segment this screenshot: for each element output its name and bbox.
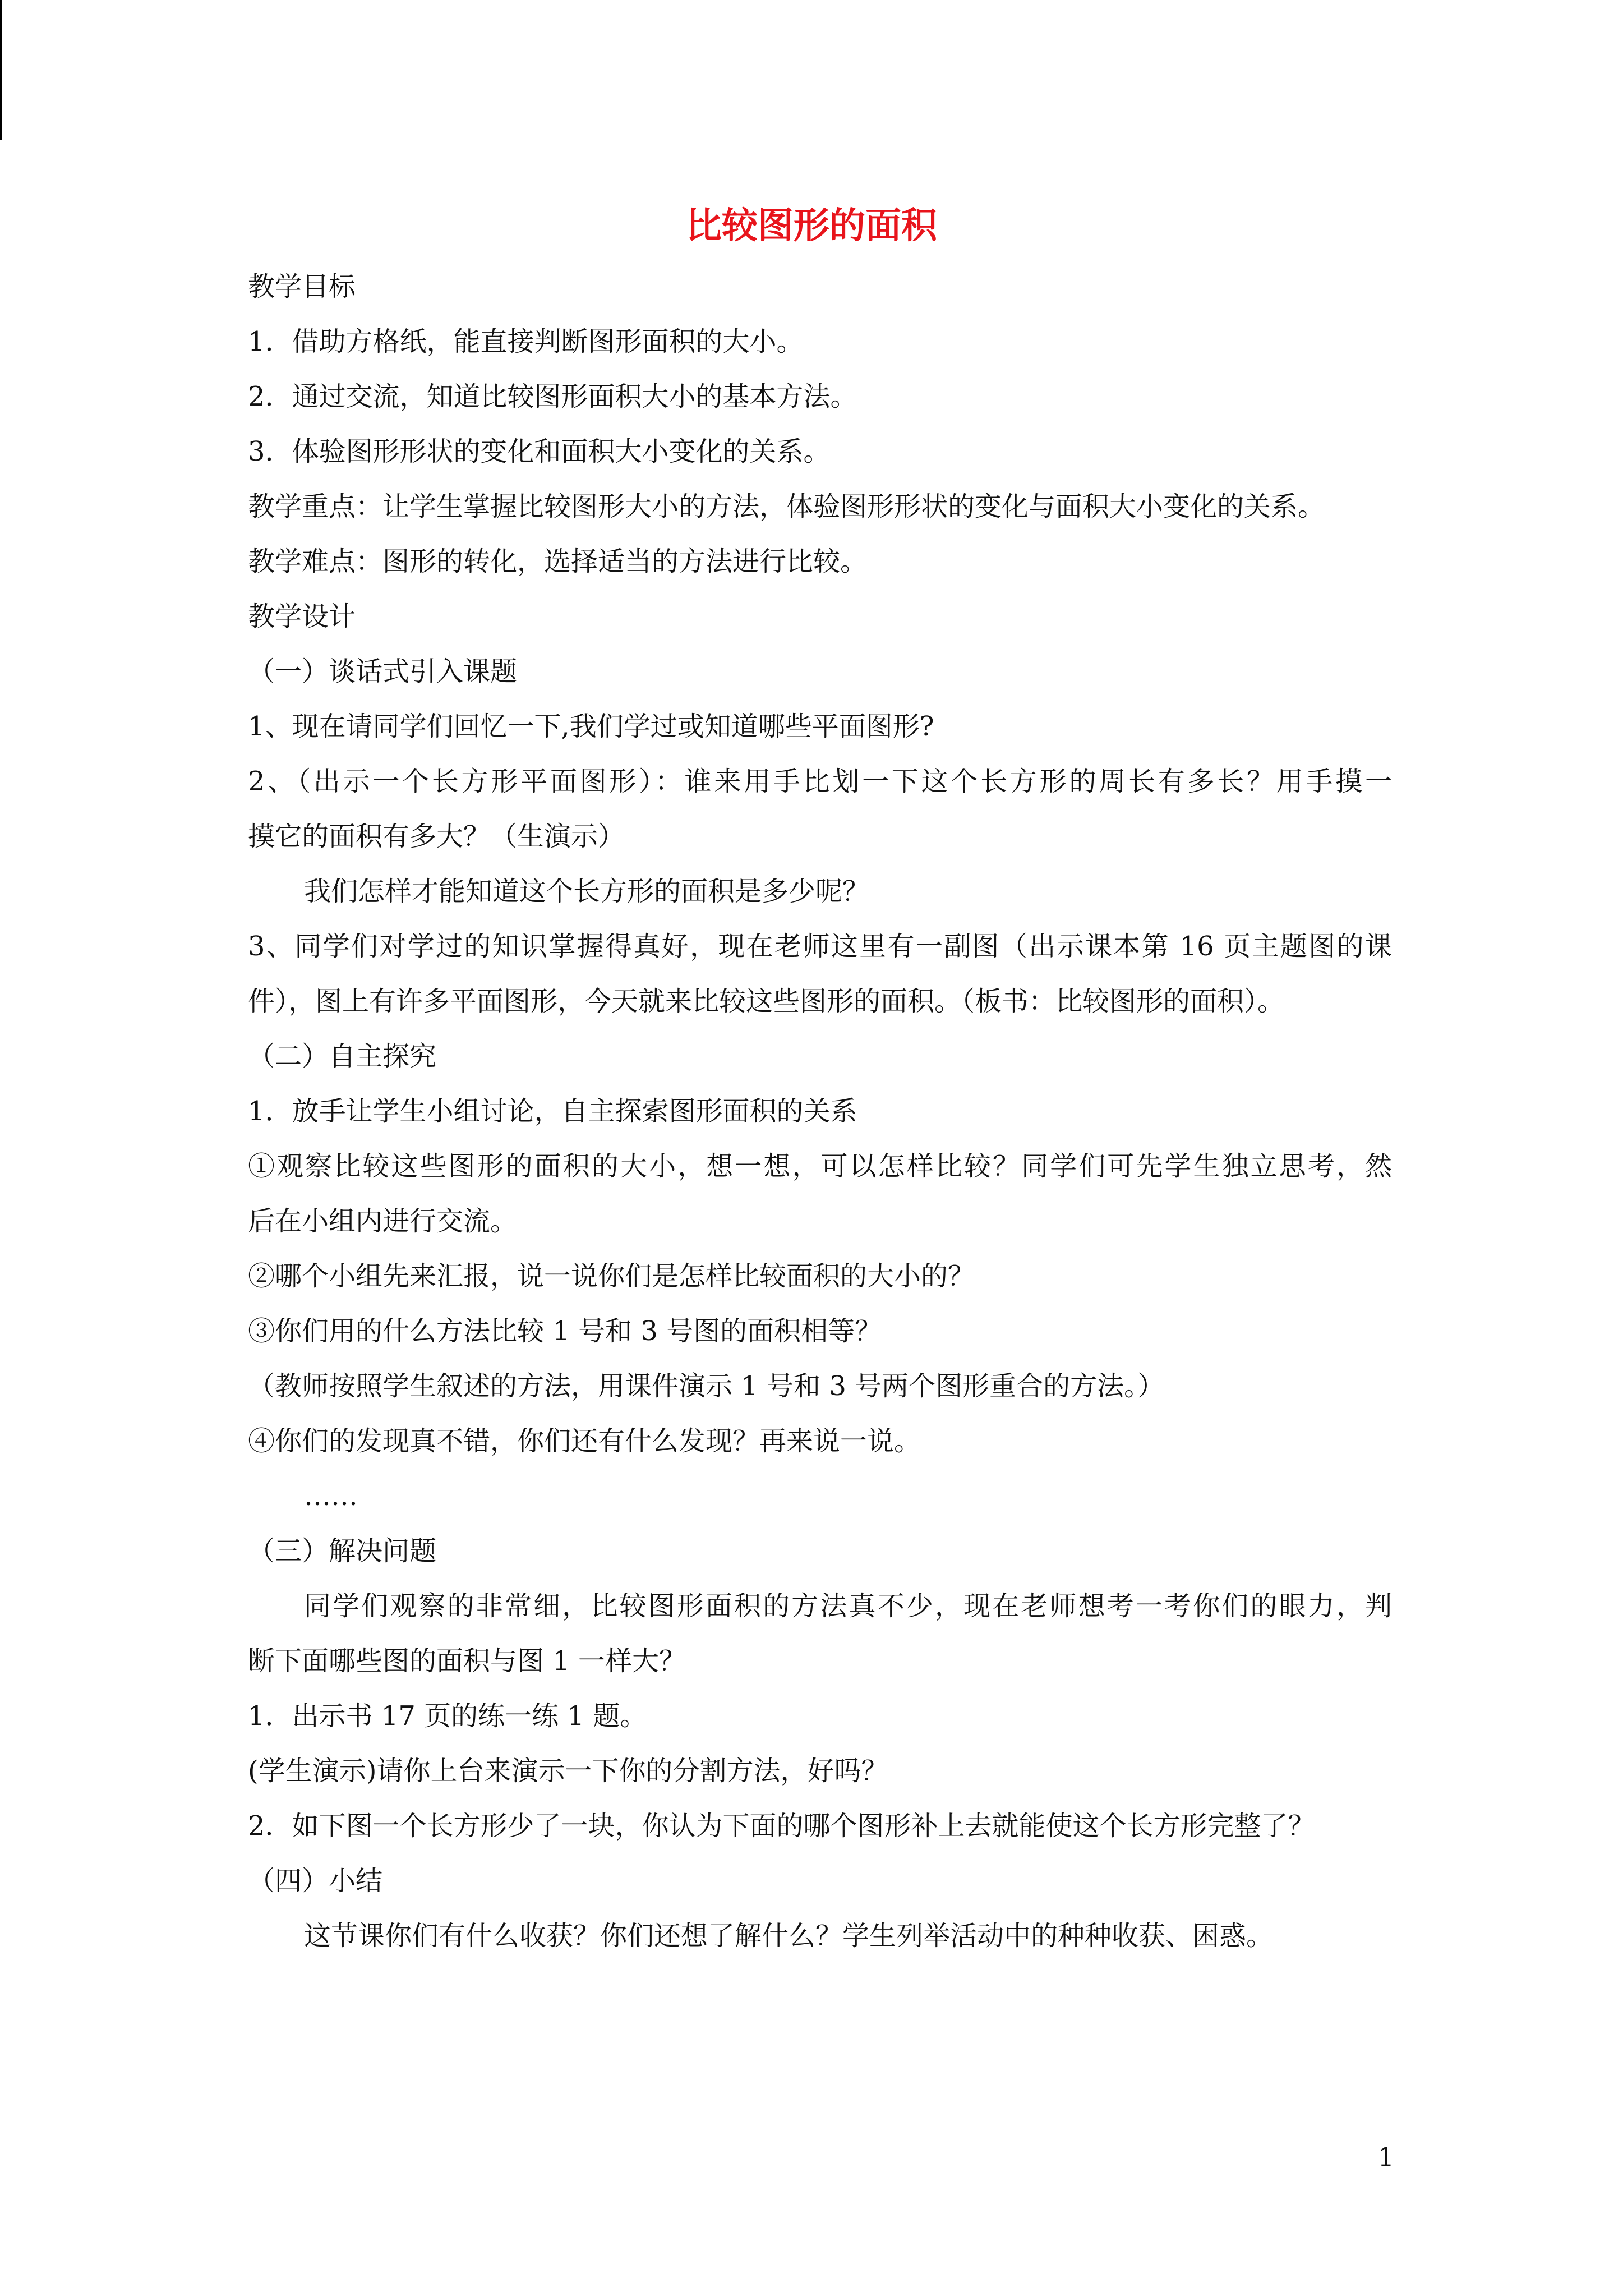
paragraph-line: 1．放手让学生小组讨论，自主探索图形面积的关系 (248, 1096, 857, 1127)
paragraph-line: 后在小组内进行交流。 (248, 1205, 518, 1237)
teaching-focus: 教学重点：让学生掌握比较图形大小的方法，体验图形形状的变化与面积大小变化的关系。 (248, 491, 1325, 522)
paragraph-line: 件），图上有许多平面图形，今天就来比较这些图形的面积。（板书：比较图形的面积）。 (248, 986, 1285, 1017)
margin-mark (0, 0, 2, 140)
subsection-heading-3: （三）解决问题 (248, 1535, 437, 1567)
paragraph-line: 2、（出示一个长方形平面图形）：谁来用手比划一下这个长方形的周长有多长？用手摸一 (248, 766, 1392, 797)
document-body (248, 259, 1392, 1963)
subsection-heading-4: （四）小结 (248, 1865, 383, 1897)
section-heading-design: 教学设计 (248, 601, 356, 632)
paragraph-line: 摸它的面积有多大？（生演示） (248, 821, 625, 852)
paragraph-line: 1．出示书 17 页的练一练 1 题。 (248, 1700, 647, 1732)
paragraph-line: 1、现在请同学们回忆一下,我们学过或知道哪些平面图形? (248, 711, 934, 742)
section-heading-objectives: 教学目标 (248, 271, 356, 302)
page-number: 1 (1377, 2142, 1394, 2172)
objective-2: 2．通过交流，知道比较图形面积大小的基本方法。 (248, 381, 857, 412)
subsection-heading-2: （二）自主探究 (248, 1041, 437, 1072)
paragraph-line: 3、同学们对学过的知识掌握得真好，现在老师这里有一副图（出示课本第 16 页主题图的课 (248, 931, 1392, 962)
paragraph-line: （教师按照学生叙述的方法，用课件演示 1 号和 3 号两个图形重合的方法。） (248, 1370, 1165, 1402)
paragraph-line: 同学们观察的非常细，比较图形面积的方法真不少，现在老师想考一考你们的眼力，判 (304, 1590, 1392, 1622)
paragraph-line: (学生演示)请你上台来演示一下你的分割方法，好吗？ (248, 1755, 888, 1787)
paragraph-line: ④你们的发现真不错，你们还有什么发现？再来说一说。 (248, 1425, 921, 1457)
paragraph-line: ②哪个小组先来汇报，说一说你们是怎样比较面积的大小的？ (248, 1260, 975, 1292)
paragraph-line: ①观察比较这些图形的面积的大小，想一想，可以怎样比较？同学们可先学生独立思考，然 (248, 1151, 1392, 1182)
teaching-difficulty: 教学难点：图形的转化，选择适当的方法进行比较。 (248, 546, 868, 577)
subsection-heading-1: （一）谈话式引入课题 (248, 656, 518, 687)
paragraph-line: 这节课你们有什么收获？你们还想了解什么？学生列举活动中的种种收获、困惑。 (304, 1920, 1274, 1952)
page-title: 比较图形的面积 (686, 205, 937, 247)
paragraph-line: 我们怎样才能知道这个长方形的面积是多少呢？ (304, 876, 870, 907)
paragraph-line: 2．如下图一个长方形少了一块，你认为下面的哪个图形补上去就能使这个长方形完整了？ (248, 1810, 1315, 1842)
ellipsis-line: …… (304, 1480, 358, 1512)
paragraph-line: ③你们用的什么方法比较 1 号和 3 号图的面积相等？ (248, 1315, 882, 1347)
objective-1: 1．借助方格纸，能直接判断图形面积的大小。 (248, 326, 804, 357)
paragraph-line: 断下面哪些图的面积与图 1 一样大？ (248, 1645, 686, 1677)
objective-3: 3．体验图形形状的变化和面积大小变化的关系。 (248, 436, 831, 467)
